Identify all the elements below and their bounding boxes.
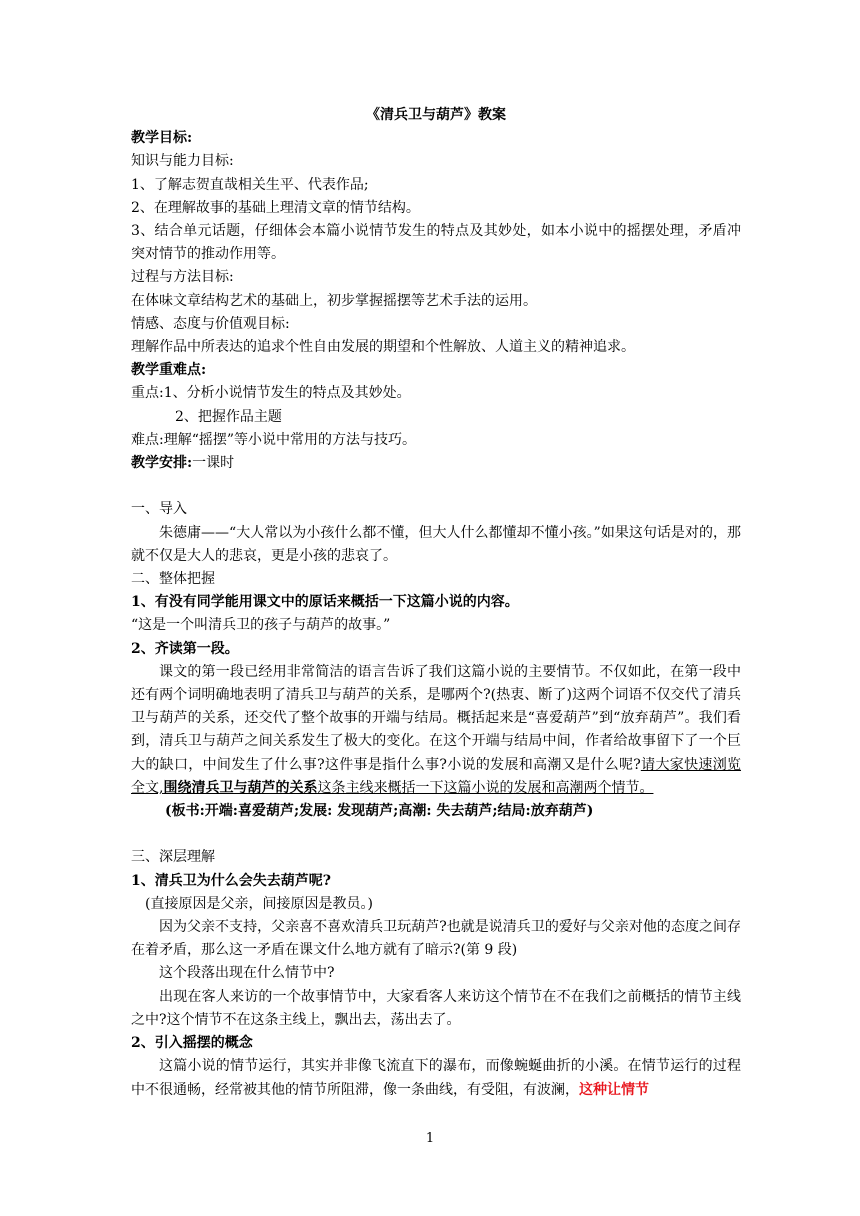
emotion-text: 理解作品中所表达的追求个性自由发展的期望和个性解放、人道主义的精神追求。 <box>131 339 635 356</box>
page-number: 1 <box>425 1131 435 1146</box>
section-1-text: 朱德庸——“大人常以为小孩什么都不懂，但大人什么都懂却不懂小孩。”如果这句话是对的，那就不仅是大人的悲哀，更是小孩的悲哀了。 <box>131 524 741 564</box>
goals-heading: 教学目标: <box>131 130 193 147</box>
section-2-answer-1: “这是一个叫清兵卫的孩子与葫芦的故事。” <box>131 617 391 634</box>
section-3-question-1: 1、清兵卫为什么会失去葫芦呢? <box>131 872 331 889</box>
focus-point-2: 2、把握作品主题 <box>175 408 282 425</box>
difficulty-point: 难点:理解“摇摆”等小说中常用的方法与技巧。 <box>131 431 417 448</box>
spacer <box>131 823 741 846</box>
underlined-text-2: 这条主线来概括一下这篇小说的发展和高潮两个情节。 <box>317 779 654 796</box>
section-3-question-2: 2、引入摇摆的概念 <box>131 1035 253 1052</box>
document-body <box>131 104 741 1102</box>
knowledge-heading: 知识与能力目标: <box>131 153 234 170</box>
spacer <box>131 475 741 498</box>
section-3-answer-1: (直接原因是父亲，间接原因是教员。) <box>145 895 373 912</box>
section-2-heading: 二、整体把握 <box>131 571 215 588</box>
section-2-question-1: 1、有没有同学能用课文中的原话来概括一下这篇小说的内容。 <box>131 594 519 611</box>
emotion-heading: 情感、态度与价值观目标: <box>131 315 290 332</box>
section-2-paragraph <box>131 661 741 800</box>
arrangement-line <box>131 452 741 475</box>
process-text: 在体味文章结构艺术的基础上，初步掌握摇摆等艺术手法的运用。 <box>131 292 537 309</box>
key-points-heading: 教学重难点: <box>131 362 207 379</box>
highlighted-red-text: 这种让情节 <box>579 1081 649 1098</box>
blackboard-summary: (板书:开端:喜爱葫芦;发展: 发现葫芦;高潮: 失去葫芦;结局:放弃葫芦) <box>165 803 594 820</box>
knowledge-item-1: 1、了解志贺直哉相关生平、代表作品; <box>131 176 369 193</box>
section-3-paragraph-3: 出现在客人来访的一个故事情节中，大家看客人来访这个情节在不在我们之前概括的情节主线之中?这个情节不在这条主线上，飘出去，荡出去了。 <box>131 988 741 1028</box>
section-3-paragraph-1: 因为父亲不支持，父亲喜不喜欢清兵卫玩葫芦?也就是说清兵卫的爱好与父亲对他的态度之间存在着矛盾，那么这一矛盾在课文什么地方就有了暗示?(第 9 段) <box>131 919 741 959</box>
section-3-heading: 三、深层理解 <box>131 849 215 866</box>
section-3-paragraph-4 <box>131 1055 741 1101</box>
knowledge-item-2: 2、在理解故事的基础上理清文章的情节结构。 <box>131 199 420 216</box>
focus-point-1: 重点:1、分析小说情节发生的特点及其妙处。 <box>131 385 411 402</box>
underlined-bold-text: 围绕清兵卫与葫芦的关系 <box>163 779 318 796</box>
process-heading: 过程与方法目标: <box>131 269 234 286</box>
knowledge-item-3: 3、结合单元话题，仔细体会本篇小说情节发生的特点及其妙处，如本小说中的摇摆处理，矛盾冲突对情节的推动作用等。 <box>131 223 741 263</box>
section-1-heading: 一、导入 <box>131 501 187 518</box>
arrangement-label: 教学安排: <box>131 455 193 472</box>
section-3-paragraph-2: 这个段落出现在什么情节中? <box>159 965 335 982</box>
underlined-text-1: 请大家快速浏览全文, <box>131 756 742 796</box>
arrangement-value: 一课时 <box>192 455 235 472</box>
paragraph-plain-text: 这篇小说的情节运行，其实并非像飞流直下的瀑布，而像蜿蜒曲折的小溪。在情节运行的过程中不很通畅，经常被其他的情节所阻滞，像一条曲线，有受阻，有波澜， <box>131 1058 741 1098</box>
page-title: 《清兵卫与葫芦》教案 <box>366 107 506 123</box>
section-2-question-2: 2、齐读第一段。 <box>131 640 239 657</box>
paragraph-plain-text: 课文的第一段已经用非常简洁的语言告诉了我们这篇小说的主要情节。不仅如此，在第一段中还有两个词明确地表明了清兵卫与葫芦的关系，是哪两个?(热衷、断了)这两个词语不仅交代了清兵卫与葫芦的关系，还交代了整个故事的开端与结局。概括起来是“喜爱葫芦”到“放弃葫芦”。我们看到，清兵卫与葫芦之间关系发生了极大的变化。在这个开端与结局中间，作者给故事留下了一个巨大的缺口，中间发生了什么事?这件事是指什么事?小说的发展和高潮又是什么呢? <box>131 663 741 773</box>
